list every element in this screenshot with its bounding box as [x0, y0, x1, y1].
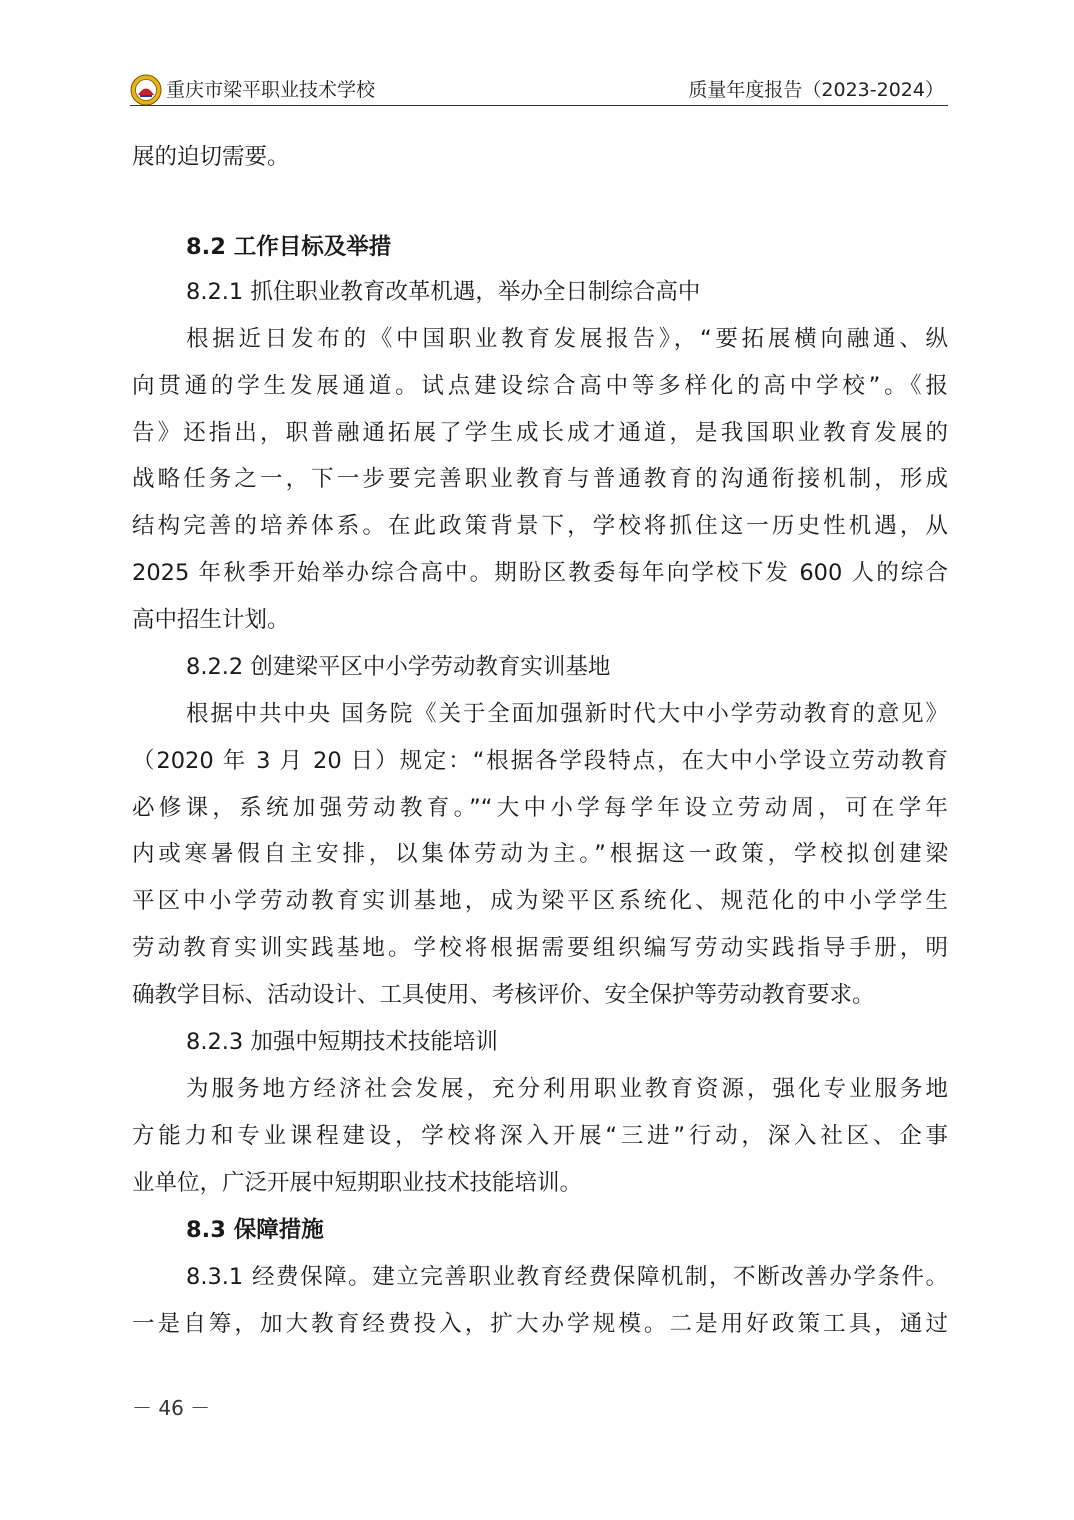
text-line: 业单位，广泛开展中短期职业技术技能培训。	[132, 1170, 583, 1196]
page-header	[130, 72, 948, 108]
text-line: 结构完善的培养体系。在此政策背景下，学校将抓住这一历史性机遇，从	[132, 513, 948, 539]
subsection-heading-8-2-2: 8.2.2 创建梁平区中小学劳动教育实训基地	[186, 654, 611, 680]
text-line: 战略任务之一，下一步要完善职业教育与普通教育的沟通衔接机制，形成	[132, 466, 948, 492]
text-line: 方能力和专业课程建设，学校将深入开展“三进”行动，深入社区、企事	[132, 1123, 948, 1149]
subsection-heading-8-2-1: 8.2.1 抓住职业教育改革机遇，举办全日制综合高中	[186, 279, 701, 305]
report-title: 质量年度报告（2023-2024）	[688, 79, 944, 101]
page-number: － 46 －	[132, 1396, 211, 1420]
text-line: 2025 年秋季开始举办综合高中。期盼区教委每年向学校下发 600 人的综合	[132, 560, 948, 586]
section-heading-8-3: 8.3 保障措施	[186, 1217, 324, 1243]
text-line: 高中招生计划。	[132, 607, 290, 633]
text-line: 根据中共中央 国务院《关于全面加强新时代大中小学劳动教育的意见》	[186, 701, 948, 727]
text-line: 8.3.1 经费保障。建立完善职业教育经费保障机制，不断改善办学条件。	[186, 1264, 948, 1290]
text-line: 向贯通的学生发展通道。试点建设综合高中等多样化的高中学校”。《报	[132, 373, 948, 399]
text-line: 展的迫切需要。	[132, 144, 290, 170]
text-line: 根据近日发布的《中国职业教育发展报告》，“要拓展横向融通、纵	[186, 326, 948, 352]
text-line: 为服务地方经济社会发展，充分利用职业教育资源，强化专业服务地	[186, 1076, 948, 1102]
school-logo-icon	[130, 74, 162, 106]
text-line: 劳动教育实训实践基地。学校将根据需要组织编写劳动实践指导手册，明	[132, 935, 948, 961]
text-line: 平区中小学劳动教育实训基地，成为梁平区系统化、规范化的中小学学生	[132, 888, 948, 914]
section-heading-8-2: 8.2 工作目标及举措	[186, 234, 392, 260]
header-divider	[130, 105, 948, 106]
text-line: 内或寒暑假自主安排，以集体劳动为主。”根据这一政策，学校拟创建梁	[132, 841, 948, 867]
text-line: 确教学目标、活动设计、工具使用、考核评价、安全保护等劳动教育要求。	[132, 982, 875, 1008]
subsection-heading-8-2-3: 8.2.3 加强中短期技术技能培训	[186, 1029, 498, 1055]
school-name: 重庆市梁平职业技术学校	[166, 79, 376, 101]
text-line: 告》还指出，职普融通拓展了学生成长成才通道，是我国职业教育发展的	[132, 420, 948, 446]
text-line: （2020 年 3 月 20 日）规定：“根据各学段特点，在大中小学设立劳动教育	[132, 748, 948, 774]
text-line: 一是自筹，加大教育经费投入，扩大办学规模。二是用好政策工具，通过	[132, 1311, 948, 1337]
text-line: 必修课，系统加强劳动教育。”“大中小学每学年设立劳动周，可在学年	[132, 795, 948, 821]
